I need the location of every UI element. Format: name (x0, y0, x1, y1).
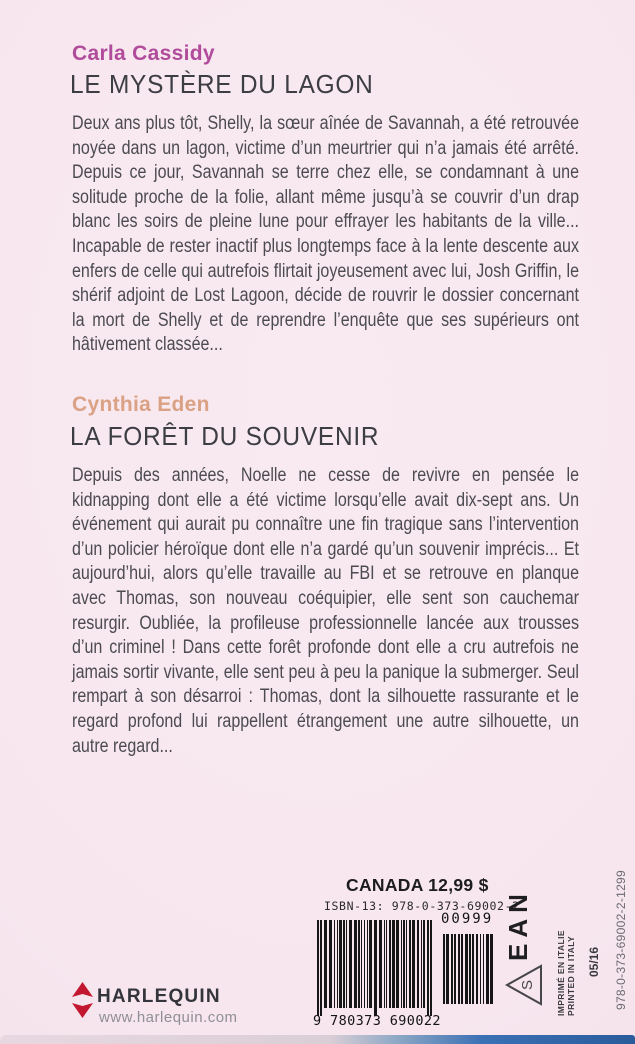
publisher-name: HARLEQUIN (97, 986, 221, 1007)
barcode-digits: 9 780373 690022 (313, 1013, 441, 1029)
supplement-digits: 00999 (441, 911, 494, 927)
price-label: CANADA 12,99 $ (346, 875, 489, 895)
supplement-barcode (443, 934, 497, 1006)
publisher-website: www.harlequin.com (99, 1009, 238, 1026)
book-title-1: LE MYSTÈRE DU LAGON (70, 69, 374, 99)
series-triangle-icon (504, 964, 546, 1006)
printed-line-1: IMPRIMÉ EN ITALIE (556, 930, 566, 1016)
book-blurb-1: Deux ans plus tôt, Shelly, la sœur aînée de Savannah, a été retrouvée noyée dans un lagon, victime d’un meurtrier qui n’a jamais été arrêté. Depuis ce jour, Savannah se terre chez elle, se condamnant à une solitude proche de la folie, allant même jusqu’à se couvrir d’un drap blanc les soirs de pleine lune pour effrayer les habitants de la ville... Incapable de rester inactif plus longtemps face à la lente descente aux enfers de celle qui autrefois flirtait joyeusement avec lui, Josh Griffin, le shérif adjoint de Lost Lagoon, décide de rouvrir le dossier concernant la mort de Shelly et de reprendre l’enquête que ses supérieurs ont hâtivement classée... (72, 113, 579, 356)
book-bottom-edge (0, 1035, 635, 1044)
date-code: 05/16 (587, 946, 601, 978)
printed-line-2: PRINTED IN ITALY (566, 935, 576, 1016)
spine-edge-isbn-code: 978-0-373-69002-2-1299 (614, 869, 628, 1011)
isbn-label: ISBN-13: 978-0-373-69002-2 (324, 899, 520, 913)
ean-label: EAN (503, 888, 533, 962)
series-symbol: S (518, 979, 536, 991)
book-blurb-2: Depuis des années, Noelle ne cesse de revivre en pensée le kidnapping dont elle a été victime lorsqu’elle avait dix-sept ans. Un événement qui aurait pu connaître une fin tragique sans l’intervention d’un policier héroïque dont elle n’a gardé qu’un souvenir imprécis... Et aujourd’hui, alors qu’elle travaille au FBI et se retrouve en planque avec Thomas, son nouveau coéquipier, elle sent son cauchemar resurgir. Oubliée, la profileuse professionnelle lancée aux trousses d’un criminel ! Dans cette forêt profonde dont elle a cru autrefois ne jamais sortir vivante, elle sent peu à peu la panique la submerger. Seul rempart à son désarroi : Thomas, dont la silhouette rassurante et le regard profond lui rappellent étrangement une autre silhouette, un autre regard... (72, 465, 579, 757)
author-name-2: Cynthia Eden (72, 393, 210, 416)
ean13-barcode (317, 920, 437, 1016)
author-name-1: Carla Cassidy (72, 42, 215, 65)
harlequin-diamond-icon (70, 982, 95, 1018)
printed-in-label (556, 886, 578, 1016)
book-title-2: LA FORÊT DU SOUVENIR (70, 421, 380, 451)
